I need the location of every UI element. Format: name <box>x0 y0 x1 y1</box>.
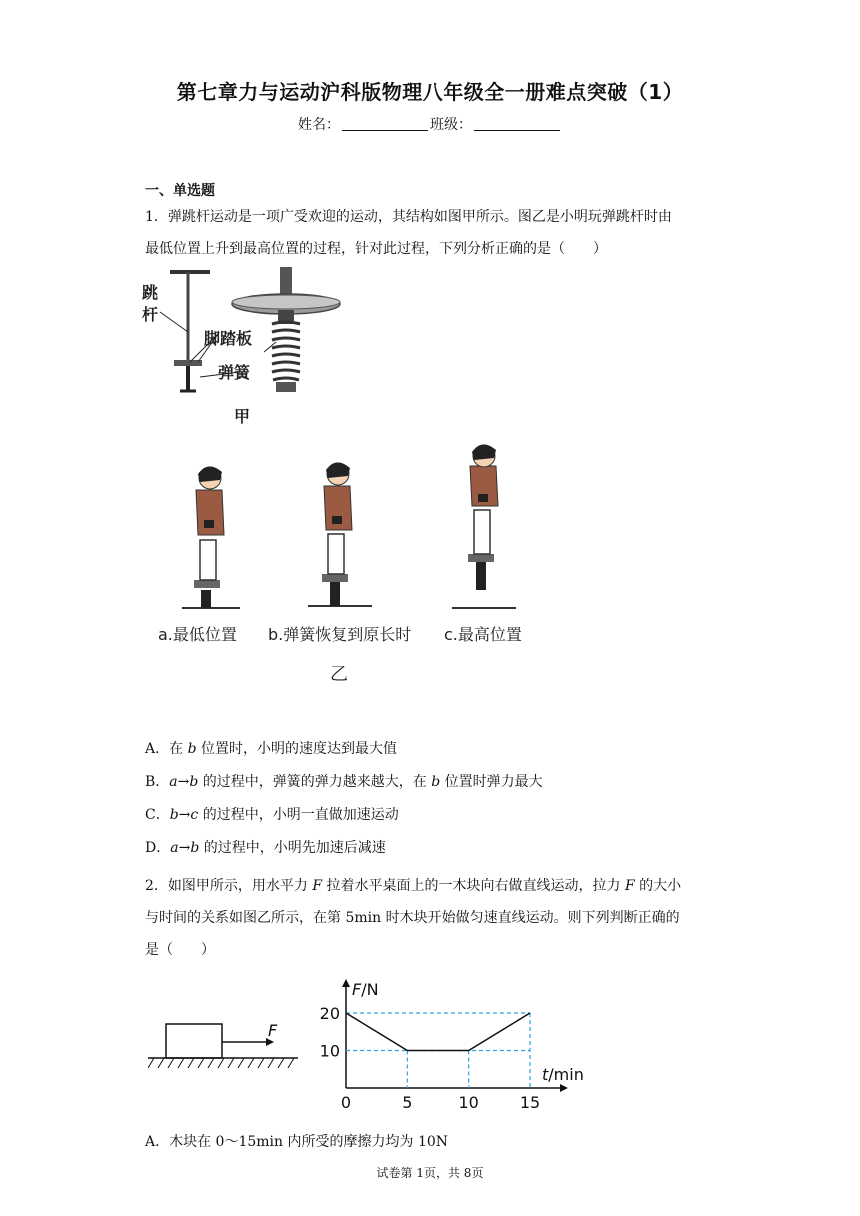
label-position-a: a.最低位置 <box>158 625 237 644</box>
name-blank[interactable] <box>342 116 428 131</box>
option-1-b-text-3: 位置时弹力最大 <box>440 774 543 790</box>
label-gan: 杆 <box>142 305 159 324</box>
option-1-c-text-2: 的过程中，小明一直做加速运动 <box>198 807 399 823</box>
option-2-a[interactable]: A．木块在 0～15min 内所受的摩擦力均为 10N <box>145 1134 449 1150</box>
class-label: 班级： <box>430 117 472 133</box>
question-1-line-1: 1．弹跳杆运动是一项广受欢迎的运动，其结构如图甲所示。图乙是小明玩弹跳杆时由 <box>145 209 672 225</box>
figure-block-force <box>148 1010 298 1080</box>
x-axis-arrow <box>560 1084 568 1092</box>
option-1-b[interactable] <box>145 771 543 791</box>
student-info <box>0 114 860 134</box>
x-axis-label-unit: /min <box>548 1065 584 1084</box>
x-tick-label-0: 0 <box>340 1093 352 1112</box>
option-1-a[interactable] <box>145 738 397 758</box>
option-1-c-text-1: C． <box>145 807 170 823</box>
label-tiao: 跳 <box>142 283 159 302</box>
page-footer: 试卷第 1页，共 8页 <box>376 1166 484 1180</box>
question-2-text <box>145 870 725 966</box>
x-tick-label-10: 10 <box>458 1093 479 1112</box>
option-1-b-var-1: a <box>169 774 178 790</box>
caption-yi: 乙 <box>330 664 348 685</box>
option-1-a-var: b <box>187 741 197 757</box>
option-1-d-arrow: → <box>178 840 191 856</box>
question-1-line-2: 最低位置上升到最高位置的过程，针对此过程，下列分析正确的是（ ） <box>145 241 607 257</box>
label-spring: 弹簧 <box>218 363 251 382</box>
label-pedal: 脚踏板 <box>204 329 253 348</box>
figure-jia-pogo-structure <box>140 262 390 432</box>
y-axis-arrow <box>342 979 350 987</box>
option-1-c-var-2: c <box>190 807 199 823</box>
block-force-label: F <box>268 1021 278 1040</box>
y-tick-label-10: 10 <box>319 1041 340 1061</box>
question-2-line-1-a: 2．如图甲所示，用水平力 <box>145 878 313 894</box>
x-tick-label-15: 15 <box>519 1093 541 1112</box>
option-1-d-text-2: 的过程中，小明先加速后减速 <box>199 840 386 856</box>
question-1-text <box>145 201 725 265</box>
label-position-c: c.最高位置 <box>444 625 522 644</box>
caption-jia: 甲 <box>234 407 251 426</box>
y-axis-label-unit: /N <box>361 980 379 999</box>
person-b <box>308 462 372 606</box>
question-2-line-1-b: 拉着水平桌面上的一木块向右做直线运动，拉力 <box>322 878 625 894</box>
page-title: 第七章力与运动沪科版物理八年级全一册难点突破（1） <box>176 80 684 104</box>
option-1-c-var-1: b <box>169 807 179 823</box>
class-blank[interactable] <box>474 116 560 131</box>
person-c <box>452 444 516 608</box>
y-tick-label-20: 20 <box>319 1004 340 1023</box>
option-1-a-text-2: 位置时，小明的速度达到最大值 <box>196 741 397 757</box>
option-1-b-arrow: → <box>177 774 190 790</box>
option-1-b-var-3: b <box>431 774 441 790</box>
question-2-line-1 <box>145 870 725 902</box>
section-title: 一、单选题 <box>145 183 215 199</box>
option-1-c-arrow: → <box>178 807 191 823</box>
force-series-line <box>346 1013 530 1051</box>
option-1-d-text-1: D． <box>145 840 171 856</box>
option-1-d[interactable] <box>145 837 386 857</box>
x-axis-label-var: t <box>542 1065 549 1084</box>
question-2-var-f-1: F <box>312 878 323 894</box>
option-1-c[interactable] <box>145 804 399 824</box>
question-2-line-1-c: 的大小 <box>634 878 682 894</box>
name-label: 姓名： <box>298 117 340 133</box>
x-tick-label-5: 5 <box>402 1093 413 1112</box>
question-2-var-f-2: F <box>624 878 635 894</box>
person-a <box>182 466 240 608</box>
option-1-d-var-1: a <box>170 840 179 856</box>
figure-yi-pogo-positions <box>150 440 540 690</box>
option-1-b-var-2: b <box>189 774 199 790</box>
x-axis-label <box>542 1065 584 1084</box>
y-axis-label-var: F <box>352 980 362 999</box>
y-axis-label <box>352 980 379 999</box>
option-1-b-text-1: B． <box>145 774 170 790</box>
option-1-d-var-2: b <box>190 840 200 856</box>
option-1-b-text-2: 的过程中，弹簧的弹力越来越大，在 <box>198 774 432 790</box>
question-2-line-2: 与时间的关系如图乙所示，在第 5min 时木块开始做匀速直线运动。则下列判断正确的 <box>145 910 680 926</box>
option-1-a-text-1: A．在 <box>145 741 188 757</box>
question-2-line-3: 是（ ） <box>145 942 215 958</box>
force-time-chart <box>310 975 590 1115</box>
label-position-b: b.弹簧恢复到原长时 <box>268 625 412 644</box>
